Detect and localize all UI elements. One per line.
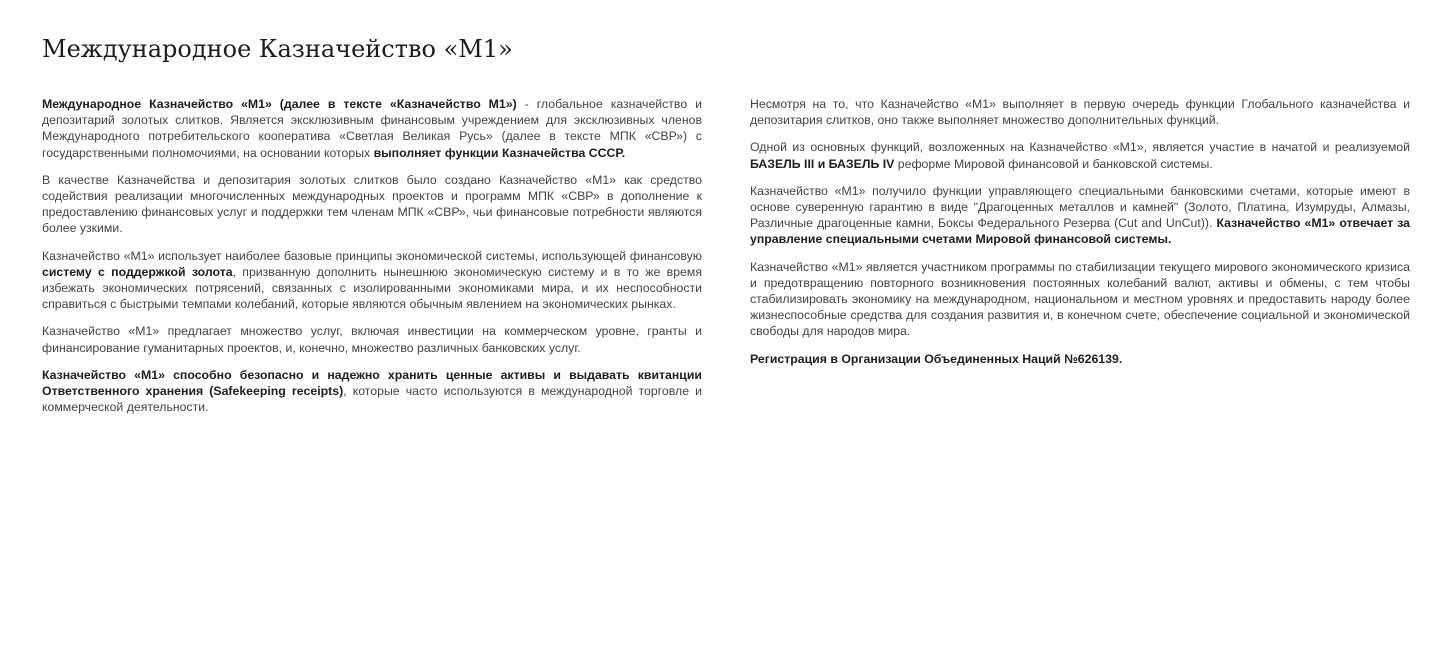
bold-text: Казначейство «М1» способно безопасно и надежно хранить ценные активы и выдавать квитанции Ответственного хранения (Safekeeping receipts) <box>42 367 702 399</box>
paragraph <box>42 367 702 416</box>
paragraph <box>750 351 1410 367</box>
text-span: Казначейство «М1» предлагает множество услуг, включая инвестиции на коммерческом уровне, гранты и финансирование гуманитарных проектов, и, конечно, множество различных банковских услуг. <box>42 324 702 355</box>
page-title: Международное Казначейство «М1» <box>42 35 513 63</box>
text-span: Казначейство «М1» является участником программы по стабилизации текущего мирового экономического кризиса и предотвращению повторного возникновения постоянных колебаний валют, активы и обмены, с тем чтобы стабилизировать экономику на международном, национальном и местном уровнях и предоставить народу более жизнеспособные средства для создания развития и, в конечном счете, обеспечение социальной и экономической свободы для народов мира. <box>750 259 1410 339</box>
text-span: Казначейство «М1» использует наиболее базовые принципы экономической системы, использующей финансовую <box>42 248 702 263</box>
text-span: Несмотря на то, что Казначейство «М1» выполняет в первую очередь функции Глобального казначейства и депозитария слитков, оно также выполняет множество дополнительных функций. <box>750 97 1410 128</box>
text-span: , призванную дополнить нынешнюю экономическую систему и в то же время избежать экономических потрясений, связанных с изолированными экономиками мира, и их неспособности справиться с быстрыми темпами колебаний, которые являются обычным явлением на экономических рынках. <box>42 264 702 312</box>
paragraph <box>750 259 1410 340</box>
paragraph <box>42 323 702 355</box>
paragraph <box>750 96 1410 128</box>
bold-text: Казначейство «М1» отвечает за управление специальными счетами Мировой финансовой системы. <box>750 216 1410 247</box>
paragraph <box>750 183 1410 248</box>
text-span: В качестве Казначейства и депозитария золотых слитков было создано Казначейство «М1» как средство содействия реализации многочисленных международных проектов и программ МПК «СВР» в дополнение к предоставлению финансовых услуг и поддержки тем членам МПК «СВР», чьи финансовые потребности являются более узкими. <box>42 172 702 236</box>
bold-text: выполняет функции Казначейства СССР. <box>373 145 626 160</box>
bold-text: Международное Казначейство «М1» (далее в тексте «Казначейство М1») <box>42 97 517 111</box>
paragraph <box>42 96 702 161</box>
right-text-column <box>750 96 1410 378</box>
paragraph <box>42 172 702 237</box>
bold-text: БАЗЕЛЬ III и БАЗЕЛЬ IV <box>750 156 895 171</box>
paragraph <box>42 248 702 313</box>
left-text-column <box>42 96 702 426</box>
bold-text: систему с поддержкой золота <box>42 264 233 279</box>
text-span: реформе Мировой финансовой и банковской системы. <box>894 156 1213 171</box>
text-span: , которые часто используются в международной торговле и коммерческой деятельности. <box>42 384 703 415</box>
text-span: - глобальное казначейство и депозитарий золотых слитков. Является эксклюзивным финансовым учреждением для эксклюзивных членов Международного потребительского кооператива «Светлая Великая Русь» (далее в тексте МПК «СВР») с государственными полномочиями, на основании которых <box>42 97 702 160</box>
paragraph <box>750 139 1410 171</box>
bold-text: Регистрация в Организации Объединенных Наций №626139. <box>750 351 1123 366</box>
text-span: Одной из основных функций, возложенных на Казначейство «М1», является участие в начатой и реализуемой <box>750 140 1410 155</box>
text-span: Казначейство «М1» получило функции управляющего специальными банковскими счетами, которые имеют в основе суверенную гарантию в виде "Драгоценных металлов и камней" (Золото, Платина, Изумруды, Алмазы, Различные драгоценные камни, Боксы Федерального Резерва (Cut and UnCut)). <box>750 183 1410 231</box>
